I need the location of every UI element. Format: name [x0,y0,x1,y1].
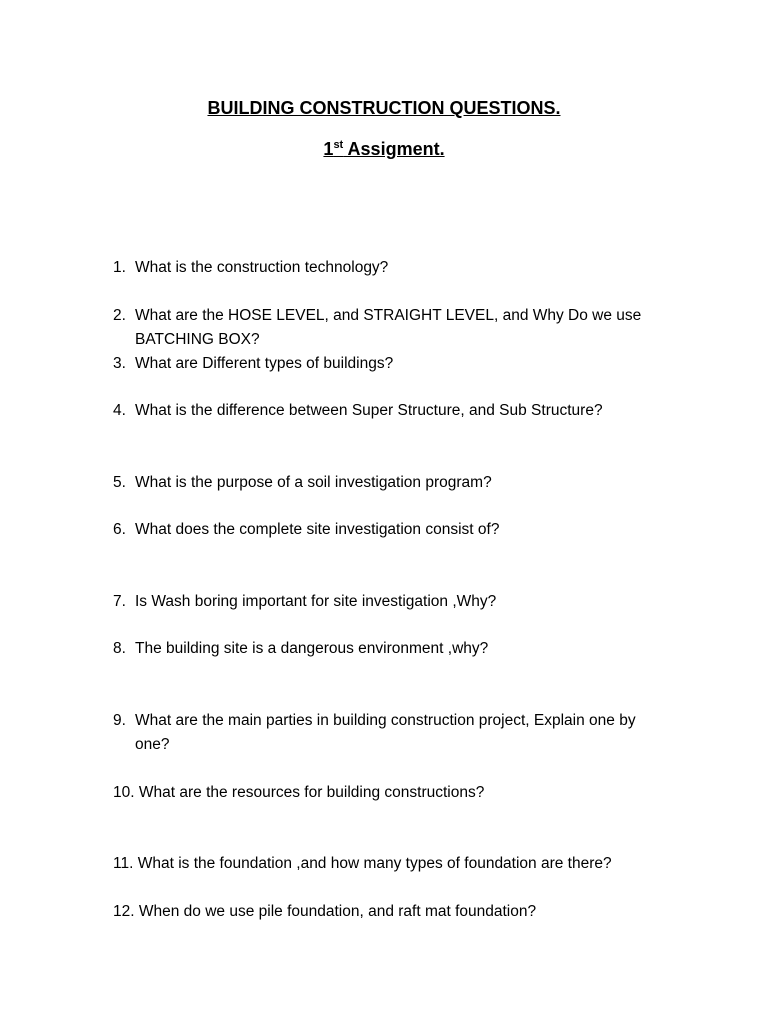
question-text: When do we use pile foundation, and raft mat foundation? [138,903,537,920]
question-number: 10. [113,784,135,801]
question-item [113,590,673,614]
question-number: 1. [113,259,126,276]
question-text: What are the HOSE LEVEL, and STRAIGHT LEVEL, and Why Do we use BATCHING BOX? [135,307,642,348]
question-item [113,781,673,805]
question-text: What is the difference between Super Structure, and Sub Structure? [135,402,603,419]
question-number: 7. [113,593,126,610]
subtitle-number: 1 [323,139,334,159]
question-item [113,256,673,280]
question-number: 3. [113,355,126,372]
subtitle-ordinal-suffix: st [333,139,344,151]
question-item [113,399,673,423]
question-item [113,637,673,661]
question-text: What is the purpose of a soil investigation program? [135,474,492,491]
question-number: 5. [113,474,126,491]
question-item [113,518,673,542]
question-number: 9. [113,712,126,729]
question-text: What are the main parties in building construction project, Explain one by one? [135,712,636,753]
question-text: What does the complete site investigation consist of? [135,521,500,538]
question-item [113,709,673,757]
question-number: 4. [113,402,126,419]
question-number: 11. [113,855,134,872]
page-subtitle [0,137,768,161]
question-number: 12. [113,903,135,920]
question-text: What is the construction technology? [135,259,389,276]
question-item [113,471,673,495]
question-item [113,900,673,924]
page-title: BUILDING CONSTRUCTION QUESTIONS. [207,98,561,118]
question-text: What is the foundation ,and how many types of foundation are there? [137,855,612,872]
question-text: Is Wash boring important for site investigation ,Why? [135,593,497,610]
question-number: 6. [113,521,126,538]
question-item [113,852,673,876]
question-number: 8. [113,640,126,657]
subtitle-text: Assigment. [343,139,445,159]
question-item [113,352,673,376]
question-text: What are the resources for building constructions? [138,784,485,801]
question-text: The building site is a dangerous environment ,why? [135,640,489,657]
question-item [113,304,673,352]
question-number: 2. [113,307,126,324]
question-text: What are Different types of buildings? [135,355,394,372]
